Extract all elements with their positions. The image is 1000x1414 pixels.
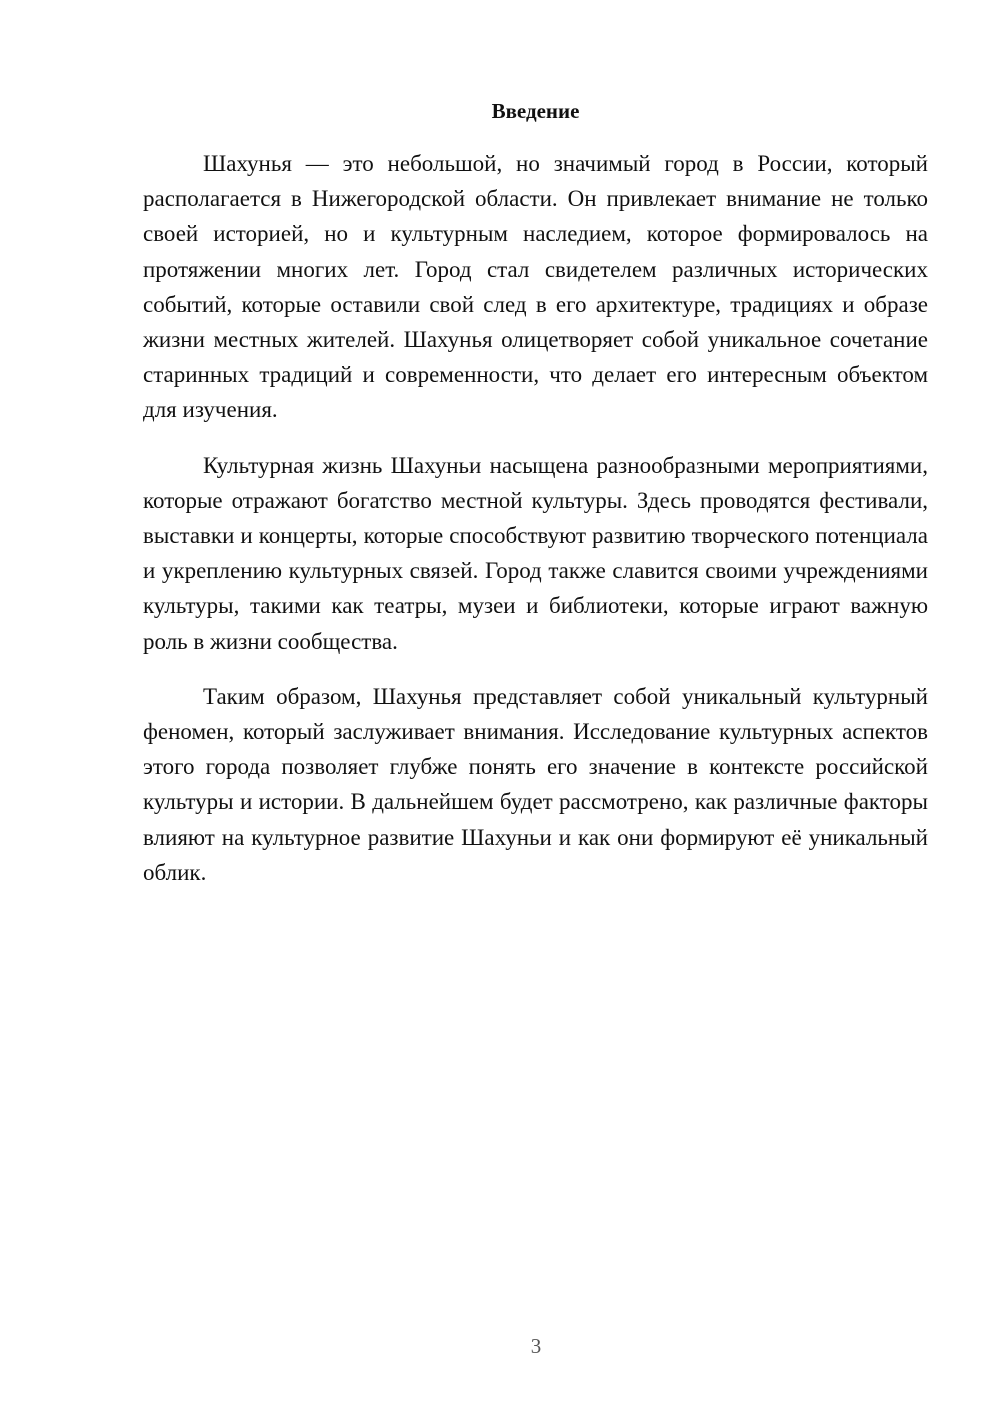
page-content — [143, 98, 928, 910]
page-number: 3 — [530, 1334, 542, 1358]
paragraph-1: Шахунья — это небольшой, но значимый город в России, который располагается в Нижегородской области. Он привлекает внимание не только своей историей, но и культурным наследием, которое формировалось на протяжении многих лет. Город стал свидетелем различных исторических событий, которые оставили свой след в его архитектуре, традициях и образе жизни местных жителей. Шахунья олицетворяет собой уникальное сочетание старинных традиций и современности, что делает его интересным объектом для изучения. — [143, 151, 928, 423]
section-title: Введение — [491, 99, 580, 123]
paragraph-2: Культурная жизнь Шахуньи насыщена разнообразными мероприятиями, которые отражают богатство местной культуры. Здесь проводятся фестивали, выставки и концерты, которые способствуют развитию творческого потенциала и укреплению культурных связей. Город также славится своими учреждениями культуры, такими как театры, музеи и библиотеки, которые играют важную роль в жизни сообщества. — [143, 452, 928, 654]
paragraph-3: Таким образом, Шахунья представляет собой уникальный культурный феномен, который заслуживает внимания. Исследование культурных аспектов этого города позволяет глубже понять его значение в контексте российской культуры и истории. В дальнейшем будет рассмотрено, как различные факторы влияют на культурное развитие Шахуньи и как они формируют её уникальный облик. — [143, 683, 928, 885]
